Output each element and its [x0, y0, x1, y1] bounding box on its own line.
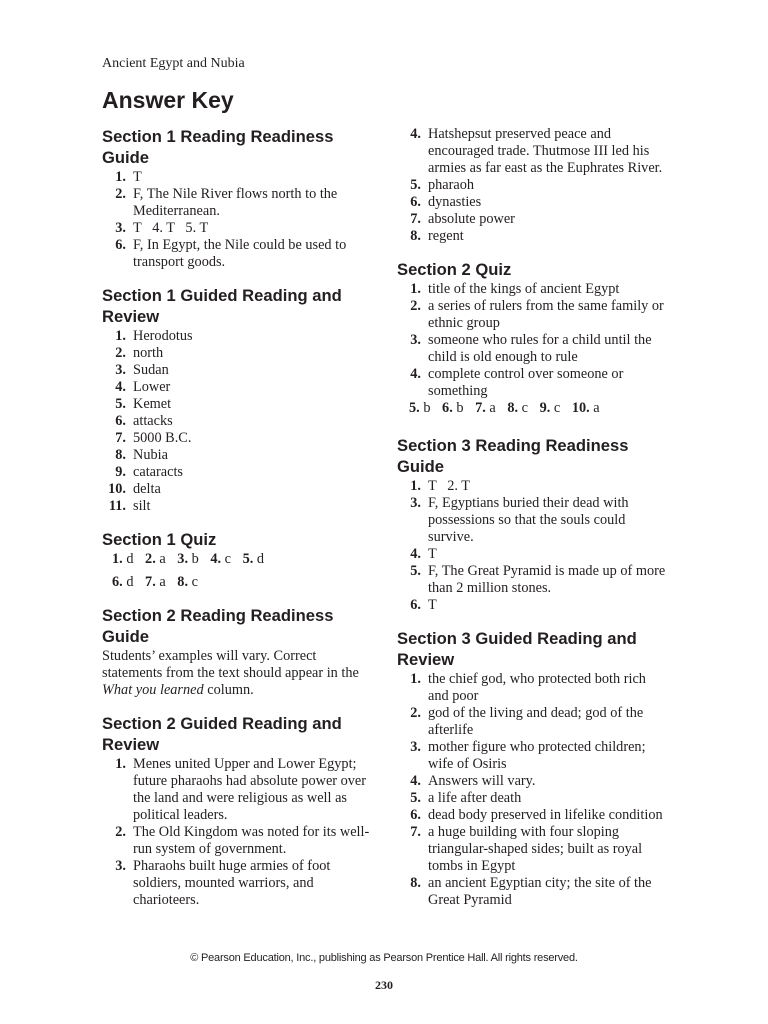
item-text: T	[428, 597, 437, 613]
quiz-answer-row	[397, 400, 667, 417]
right-column	[397, 126, 667, 909]
page-number: 230	[375, 978, 393, 992]
item-number: 3.	[410, 739, 421, 755]
list-item	[102, 220, 374, 237]
list-item	[397, 332, 667, 366]
list-item	[397, 671, 667, 705]
list-item	[397, 824, 667, 875]
item-text: dynasties	[428, 194, 482, 210]
quiz-answer	[177, 551, 198, 567]
item-text: Hatshepsut preserved peace and encouraged trade. Thutmose III led his armies as far east as the Euphrates River.	[428, 126, 663, 176]
list-item	[397, 546, 667, 563]
item-text: god of the living and dead; god of the afterlife	[428, 705, 644, 738]
item-text: a huge building with four sloping triangular-shaped sides; built as royal tombs in Egypt	[428, 824, 643, 874]
item-number: 1.	[115, 328, 126, 344]
answer-letter: b	[191, 551, 199, 567]
section-title: Section 3 Guided Reading and Review	[397, 629, 637, 669]
list-item	[102, 464, 374, 481]
section-3-reading-readiness	[397, 435, 667, 614]
section-title: Section 1 Guided Reading and Review	[102, 286, 342, 326]
list-item	[397, 807, 667, 824]
item-text: Pharaohs built huge armies of foot soldiers, mounted warriors, and charioteers.	[133, 858, 331, 908]
item-number: 2.	[410, 705, 421, 721]
list-item	[102, 824, 374, 858]
answer-letter: c	[553, 400, 561, 416]
item-text: attacks	[133, 413, 173, 429]
section-title: Section 2 Guided Reading and Review	[102, 714, 342, 754]
list-item	[397, 211, 667, 228]
item-number: 3.	[410, 332, 421, 348]
quiz-answer	[507, 400, 528, 416]
list-item	[397, 194, 667, 211]
list-item	[397, 563, 667, 597]
quiz-answer	[177, 574, 198, 590]
item-number: 10.	[571, 400, 590, 416]
item-number: 8.	[177, 574, 189, 590]
answer-letter: a	[159, 574, 166, 590]
item-number: 5.	[409, 400, 420, 416]
section-title: Section 2 Reading Readiness Guide	[102, 606, 334, 646]
page-title: Answer Key	[102, 87, 234, 113]
item-number: 5.	[410, 790, 421, 806]
quiz-answer	[572, 400, 600, 416]
running-head: Ancient Egypt and Nubia	[102, 56, 245, 71]
list-item	[397, 495, 667, 546]
answer-letter: d	[126, 551, 134, 567]
item-text: Nubia	[133, 447, 168, 463]
item-text: pharaoh	[428, 177, 475, 193]
item-number: 4.	[115, 379, 126, 395]
list-item	[397, 478, 667, 495]
copyright-notice: © Pearson Education, Inc., publishing as Pearson Prentice Hall. All rights reserved.	[190, 952, 578, 964]
item-text: F, The Great Pyramid is made up of more than 2 million stones.	[428, 563, 666, 596]
item-number: 2.	[410, 298, 421, 314]
item-number: 7.	[410, 211, 421, 227]
section-paragraph	[102, 648, 374, 699]
quiz-answer-row	[102, 551, 374, 568]
item-text: dead body preserved in lifelike condition	[428, 807, 663, 823]
list-item	[102, 186, 374, 220]
list-item	[102, 498, 374, 515]
item-number: 4.	[410, 126, 421, 142]
quiz-answer	[210, 551, 231, 567]
answer-letter: c	[224, 551, 232, 567]
item-number: 4.	[410, 366, 421, 382]
item-number: 1.	[112, 551, 123, 567]
quiz-answer	[112, 574, 133, 590]
quiz-answer-row	[102, 574, 374, 591]
item-number: 1.	[115, 169, 126, 185]
item-number: 7.	[475, 400, 486, 416]
list-item	[102, 237, 374, 271]
left-column	[102, 126, 374, 909]
item-text: T 4. T 5. T	[133, 220, 209, 236]
answer-letter: a	[593, 400, 600, 416]
item-number: 2.	[145, 551, 156, 567]
item-number: 7.	[115, 430, 126, 446]
item-text: F, Egyptians buried their dead with possessions so that the souls could survive.	[428, 495, 629, 545]
item-number: 4.	[410, 546, 421, 562]
item-text: The Old Kingdom was noted for its well-run system of government.	[133, 824, 370, 857]
item-text: absolute power	[428, 211, 515, 227]
item-number: 9.	[539, 400, 551, 416]
list-item	[397, 126, 667, 177]
item-number: 5.	[242, 551, 254, 567]
list-item	[102, 379, 374, 396]
list-item	[397, 739, 667, 773]
item-text: delta	[133, 481, 161, 497]
item-number: 5.	[410, 177, 421, 193]
list-item	[397, 773, 667, 790]
item-number: 1.	[115, 756, 126, 772]
item-text: regent	[428, 228, 464, 244]
item-number: 7.	[145, 574, 156, 590]
answer-letter: a	[489, 400, 496, 416]
item-number: 8.	[410, 228, 421, 244]
item-text: Kemet	[133, 396, 172, 412]
paragraph-italic-text: What you learned	[102, 682, 204, 698]
item-number: 6.	[442, 400, 453, 416]
item-text: silt	[133, 498, 151, 514]
paragraph-text: column.	[203, 682, 254, 698]
list-item	[102, 328, 374, 345]
item-number: 2.	[115, 824, 126, 840]
item-number: 4.	[410, 773, 421, 789]
item-text: 5000 B.C.	[133, 430, 192, 446]
list-item	[397, 790, 667, 807]
item-text: Answers will vary.	[428, 773, 536, 789]
list-item	[397, 298, 667, 332]
item-number: 5.	[115, 396, 126, 412]
list-item	[397, 597, 667, 614]
answer-letter: b	[423, 400, 431, 416]
item-text: Menes united Upper and Lower Egypt; future pharaohs had absolute power over the land and were religious as well as political leaders.	[133, 756, 367, 823]
list-item	[397, 875, 667, 909]
item-number: 8.	[507, 400, 519, 416]
item-number: 3.	[410, 495, 421, 511]
item-text: a series of rulers from the same family or ethnic group	[428, 298, 664, 331]
item-text: T	[133, 169, 142, 185]
item-text: title of the kings of ancient Egypt	[428, 281, 620, 297]
list-item	[102, 362, 374, 379]
list-item	[102, 858, 374, 909]
answer-letter: a	[159, 551, 166, 567]
list-item	[102, 430, 374, 447]
section-2-guided-reading	[102, 713, 374, 909]
item-number: 6.	[410, 597, 421, 613]
list-item	[397, 228, 667, 245]
item-number: 3.	[115, 858, 126, 874]
item-number: 2.	[115, 345, 126, 361]
item-text: Herodotus	[133, 328, 193, 344]
list-item	[102, 396, 374, 413]
item-number: 6.	[115, 237, 126, 253]
item-number: 8.	[410, 875, 421, 891]
list-item	[102, 447, 374, 464]
answer-letter: d	[126, 574, 134, 590]
item-number: 1.	[410, 281, 421, 297]
item-text: F, In Egypt, the Nile could be used to transport goods.	[133, 237, 347, 270]
item-text: T 2. T	[428, 478, 470, 494]
section-1-reading-readiness	[102, 126, 374, 271]
item-text: F, The Nile River flows north to the Mediterranean.	[133, 186, 338, 219]
section-title: Section 3 Reading Readiness Guide	[397, 436, 629, 476]
item-text: complete control over someone or something	[428, 366, 624, 399]
section-title: Section 1 Quiz	[102, 530, 217, 549]
item-number: 7.	[410, 824, 421, 840]
list-item	[397, 281, 667, 298]
answer-letter: c	[191, 574, 198, 590]
item-number: 6.	[112, 574, 123, 590]
answer-letter: c	[521, 400, 529, 416]
item-text: Sudan	[133, 362, 169, 378]
item-number: 3.	[115, 362, 126, 378]
item-number: 2.	[115, 186, 126, 202]
list-item	[102, 345, 374, 362]
list-item	[102, 756, 374, 824]
item-text: an ancient Egyptian city; the site of the Great Pyramid	[428, 875, 652, 908]
quiz-answer	[112, 551, 133, 567]
item-number: 5.	[410, 563, 421, 579]
item-text: T	[428, 546, 437, 562]
quiz-answer	[475, 400, 496, 416]
item-number: 10.	[108, 481, 126, 497]
list-item	[397, 177, 667, 194]
item-text: the chief god, who protected both rich and poor	[428, 671, 646, 704]
section-1-quiz	[102, 529, 374, 591]
answer-letter: b	[456, 400, 464, 416]
item-number: 6.	[410, 807, 421, 823]
item-number: 11.	[108, 498, 126, 514]
item-text: Lower	[133, 379, 171, 395]
item-text: mother figure who protected children; wife of Osiris	[428, 739, 646, 772]
item-number: 8.	[115, 447, 126, 463]
section-title: Section 1 Reading Readiness Guide	[102, 127, 334, 167]
answer-letter: d	[256, 551, 265, 567]
list-item	[102, 481, 374, 498]
paragraph-text: Students’ examples will vary. Correct statements from the text should appear in the	[102, 648, 359, 681]
list-item	[102, 169, 374, 186]
item-number: 6.	[115, 413, 126, 429]
section-2-reading-readiness	[102, 605, 374, 699]
section-1-guided-reading	[102, 285, 374, 515]
item-number: 9.	[115, 464, 126, 480]
section-title: Section 2 Quiz	[397, 260, 512, 279]
quiz-answer	[540, 400, 561, 416]
section-2-guided-reading-continued	[397, 126, 667, 245]
item-number: 6.	[410, 194, 421, 210]
list-item	[397, 705, 667, 739]
quiz-answer	[243, 551, 264, 567]
item-text: cataracts	[133, 464, 183, 480]
item-number: 1.	[410, 478, 421, 494]
item-number: 1.	[410, 671, 421, 687]
list-item	[102, 413, 374, 430]
section-2-quiz	[397, 259, 667, 417]
quiz-answer	[145, 574, 166, 590]
section-3-guided-reading	[397, 628, 667, 909]
item-text: a life after death	[428, 790, 522, 806]
item-text: north	[133, 345, 164, 361]
item-number: 3.	[115, 220, 126, 236]
quiz-answer	[145, 551, 166, 567]
item-number: 4.	[210, 551, 222, 567]
item-text: someone who rules for a child until the child is old enough to rule	[428, 332, 652, 365]
quiz-answer	[442, 400, 463, 416]
quiz-answer	[409, 400, 430, 416]
item-number: 3.	[177, 551, 189, 567]
list-item	[397, 366, 667, 400]
